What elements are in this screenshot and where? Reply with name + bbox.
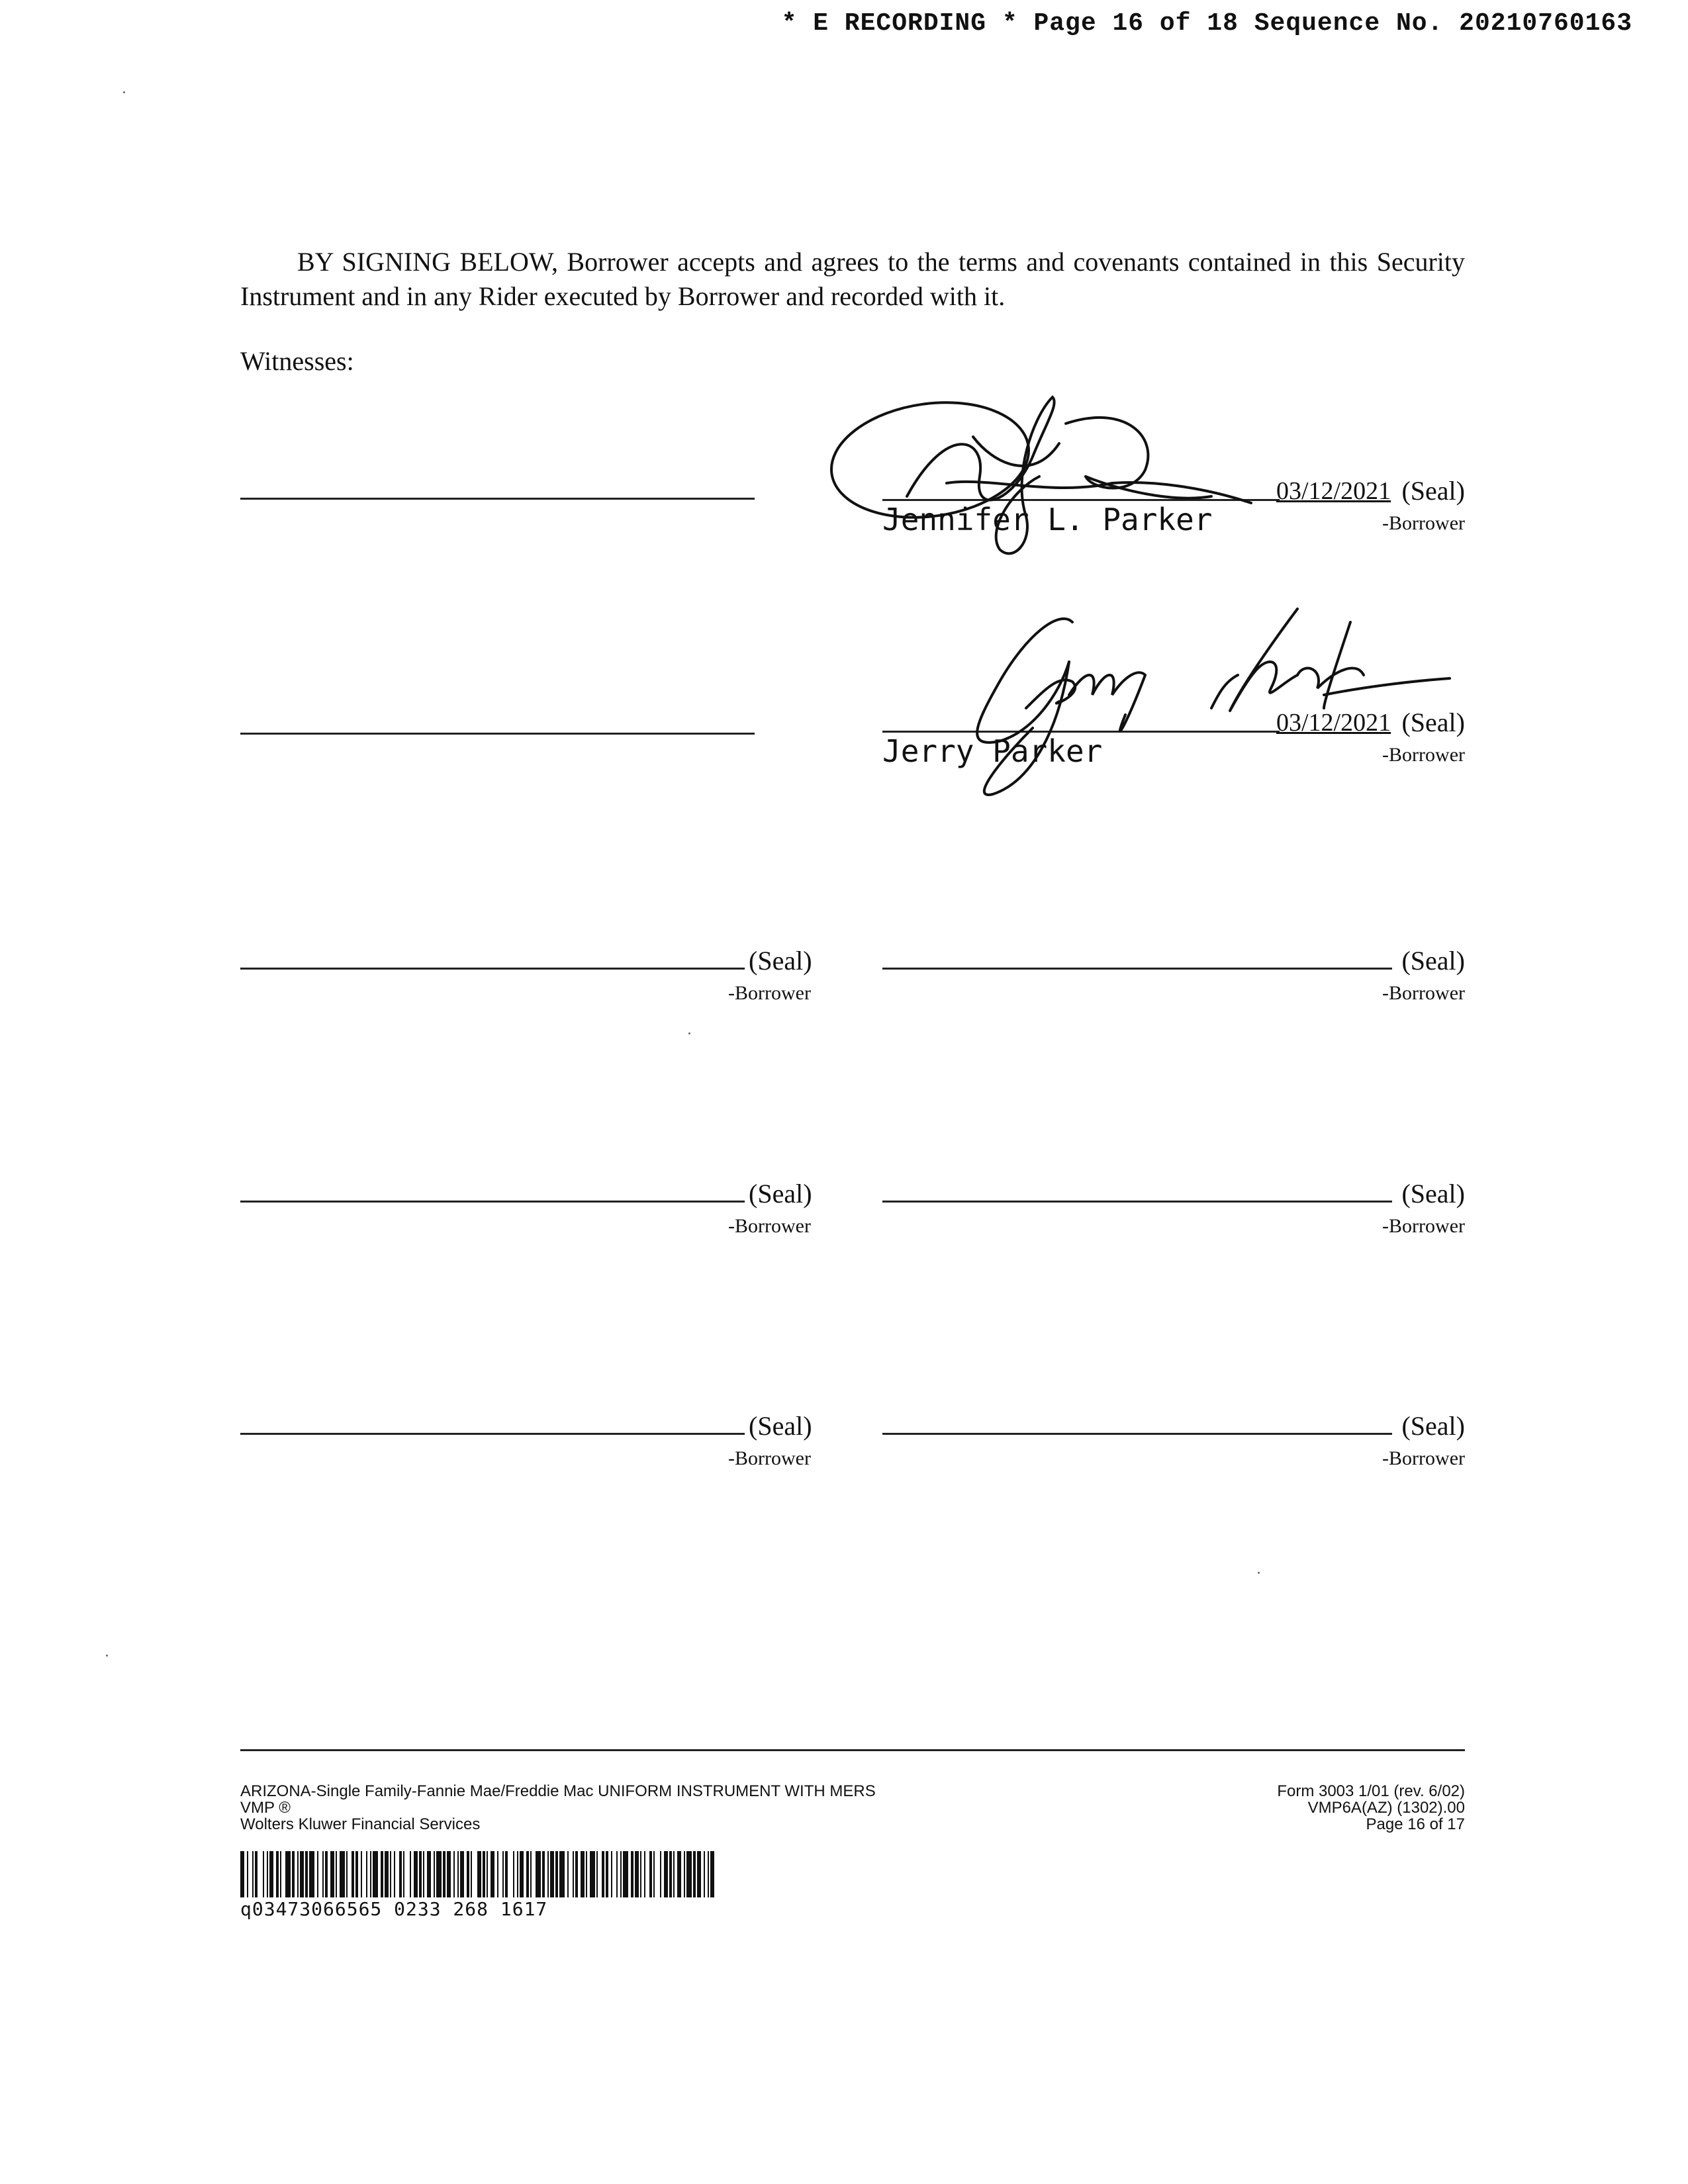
typed-name: Jennifer L. Parker: [882, 502, 1213, 537]
barcode-bar: [649, 1851, 652, 1897]
scan-speck: [106, 1655, 108, 1657]
barcode-bar: [370, 1851, 371, 1897]
barcode-bar: [247, 1851, 248, 1897]
barcode-bar: [704, 1851, 705, 1897]
barcode-bar: [686, 1851, 692, 1897]
barcode-bar: [263, 1851, 264, 1897]
barcode-bar: [471, 1851, 472, 1897]
signature-line: [240, 968, 745, 970]
seal-label: (Seal): [1401, 707, 1465, 737]
seal-label: (Seal): [749, 946, 812, 976]
signature-date: 03/12/2021: [1276, 709, 1391, 737]
signature-line: [240, 1433, 745, 1435]
barcode-bar: [530, 1851, 532, 1897]
barcode-bar: [602, 1851, 604, 1897]
barcode-bar: [414, 1851, 418, 1897]
witnesses-label: Witnesses:: [240, 346, 354, 376]
barcode-bar: [487, 1851, 488, 1897]
barcode-bar: [423, 1851, 424, 1897]
borrower-label: -Borrower: [728, 1215, 811, 1237]
barcode-bar: [240, 1851, 244, 1897]
borrower-label: -Borrower: [1382, 512, 1465, 534]
barcode-bar: [436, 1851, 442, 1897]
witness-line: [240, 733, 755, 735]
signature-block-blank: [882, 933, 1465, 1013]
barcode-bar: [623, 1851, 628, 1897]
barcode-bar: [616, 1851, 618, 1897]
barcode-bar: [684, 1851, 685, 1897]
signature-line: [882, 968, 1392, 970]
barcode-bar: [292, 1851, 295, 1897]
borrower-label: -Borrower: [1382, 982, 1465, 1004]
barcode-bar: [653, 1851, 655, 1897]
witness-line: [240, 498, 755, 500]
barcode-bar: [631, 1851, 633, 1897]
barcode-bar: [361, 1851, 362, 1897]
barcode-bar: [352, 1851, 354, 1897]
barcode-bar: [309, 1851, 314, 1897]
footer-rule: [240, 1749, 1465, 1751]
signature-jerry-parker: [927, 596, 1470, 807]
footer-form-title: ARIZONA-Single Family-Fannie Mae/Freddie Mac UNIFORM INSTRUMENT WITH MERS: [240, 1782, 876, 1800]
barcode-bar: [606, 1851, 608, 1897]
barcode-bar: [477, 1851, 481, 1897]
barcode-bar: [252, 1851, 254, 1897]
barcode-bar: [410, 1851, 411, 1897]
barcode-bar: [325, 1851, 328, 1897]
footer-page-number: Page 16 of 17: [1366, 1815, 1465, 1833]
scan-speck: [123, 91, 125, 93]
barcode-bar: [567, 1851, 569, 1897]
borrower-label: -Borrower: [728, 1447, 811, 1469]
barcode-bar: [267, 1851, 268, 1897]
footer-publisher: Wolters Kluwer Financial Services: [240, 1815, 481, 1833]
barcode-bar: [276, 1851, 279, 1897]
barcode-bar: [581, 1851, 585, 1897]
seal-label: (Seal): [1401, 1179, 1465, 1208]
barcode-bar: [269, 1851, 273, 1897]
barcode-bar: [317, 1851, 318, 1897]
borrower-label: -Borrower: [1382, 744, 1465, 766]
barcode-number: q03473066565 0233 268 1617: [240, 1898, 548, 1920]
footer-vmp-code: VMP6A(AZ) (1302).00: [1307, 1799, 1465, 1817]
signature-block-blank: [240, 933, 823, 1013]
barcode-bar: [390, 1851, 391, 1897]
barcode-bar: [644, 1851, 645, 1897]
footer-form-id: Form 3003 1/01 (rev. 6/02): [1277, 1782, 1465, 1800]
barcode-bar: [673, 1851, 675, 1897]
barcode-bar: [399, 1851, 402, 1897]
barcode-bar: [586, 1851, 587, 1897]
signature-line: [882, 1433, 1392, 1435]
barcode-bar: [403, 1851, 404, 1897]
barcode-bar: [559, 1851, 565, 1897]
barcode-bar: [336, 1851, 337, 1897]
signature-block-blank: [882, 1166, 1465, 1246]
signing-statement: [240, 245, 1465, 314]
seal-label: (Seal): [1401, 946, 1465, 976]
barcode-bar: [340, 1851, 345, 1897]
barcode-bar: [513, 1851, 514, 1897]
barcode-bar: [660, 1851, 661, 1897]
barcode-bar: [427, 1851, 431, 1897]
barcode-bar: [547, 1851, 549, 1897]
barcode-bar: [497, 1851, 498, 1897]
barcode-bar: [640, 1851, 641, 1897]
barcode-bar: [517, 1851, 518, 1897]
seal-label: (Seal): [1401, 476, 1465, 506]
barcode-bar: [710, 1851, 714, 1897]
seal-label: (Seal): [749, 1179, 812, 1208]
barcode-bar: [677, 1851, 681, 1897]
barcode-bar: [550, 1851, 554, 1897]
barcode-bar: [502, 1851, 504, 1897]
barcode-bar: [322, 1851, 324, 1897]
signature-line: [240, 1201, 745, 1203]
barcode-bar: [536, 1851, 541, 1897]
scan-speck: [688, 1032, 690, 1034]
barcode-bar: [483, 1851, 485, 1897]
typed-name: Jerry Parker: [882, 733, 1103, 769]
barcode-bar: [520, 1851, 524, 1897]
recording-stamp: * E RECORDING * Page 16 of 18 Sequence No. 20210760163: [781, 9, 1632, 38]
signature-line: [882, 1201, 1392, 1203]
barcode-bar: [590, 1851, 595, 1897]
barcode-bar: [457, 1851, 459, 1897]
barcode-bar: [575, 1851, 578, 1897]
signature-block-blank: [240, 1398, 823, 1478]
barcode-bar: [366, 1851, 367, 1897]
barcode-bar: [664, 1851, 668, 1897]
barcode-bar: [297, 1851, 299, 1897]
borrower-label: -Borrower: [1382, 1215, 1465, 1237]
signature-block-blank: [882, 1398, 1465, 1478]
barcode-bar: [555, 1851, 558, 1897]
barcode-bar: [505, 1851, 508, 1897]
seal-label: (Seal): [749, 1411, 812, 1441]
footer-form-number: [1277, 1783, 1465, 1833]
barcode-bar: [443, 1851, 445, 1897]
barcode-bar: [573, 1851, 574, 1897]
barcode-bar: [620, 1851, 622, 1897]
signature-date: 03/12/2021: [1276, 477, 1391, 505]
barcode-bar: [394, 1851, 395, 1897]
footer-vmp: VMP ®: [240, 1799, 291, 1817]
signature-jennifer-parker: [814, 397, 1278, 569]
barcode-bar: [330, 1851, 334, 1897]
barcode-bar: [434, 1851, 435, 1897]
barcode-bar: [385, 1851, 389, 1897]
signature-block-blank: [240, 1166, 823, 1246]
barcode-bar: [447, 1851, 451, 1897]
barcode-bar: [693, 1851, 696, 1897]
barcode-bar: [467, 1851, 469, 1897]
barcode-bar: [300, 1851, 304, 1897]
seal-label: (Seal): [1401, 1411, 1465, 1441]
barcode-bar: [542, 1851, 545, 1897]
borrower-label: -Borrower: [1382, 1447, 1465, 1469]
barcode-bar: [346, 1851, 348, 1897]
barcode-bar: [635, 1851, 639, 1897]
barcode-bar: [596, 1851, 598, 1897]
barcode-bar: [285, 1851, 291, 1897]
footer-form-info: [240, 1783, 876, 1833]
barcode-bar: [697, 1851, 701, 1897]
barcode-bar: [305, 1851, 308, 1897]
barcode-bar: [453, 1851, 455, 1897]
barcode-bar: [381, 1851, 383, 1897]
barcode-bar: [419, 1851, 422, 1897]
barcode-bar: [355, 1851, 358, 1897]
barcode-bar: [526, 1851, 529, 1897]
barcode-bar: [255, 1851, 258, 1897]
barcode: [240, 1851, 718, 1897]
scan-speck: [1258, 1572, 1260, 1574]
signing-statement-text: BY SIGNING BELOW, Borrower accepts and agrees to the terms and covenants contained in this Security Instrument and in any Rider executed by Borrower and recorded with it.: [240, 247, 1465, 311]
barcode-bar: [373, 1851, 378, 1897]
barcode-bar: [460, 1851, 464, 1897]
barcode-bar: [708, 1851, 709, 1897]
barcode-bar: [491, 1851, 494, 1897]
barcode-bar: [611, 1851, 612, 1897]
barcode-bar: [669, 1851, 672, 1897]
barcode-bar: [280, 1851, 281, 1897]
borrower-label: -Borrower: [728, 982, 811, 1004]
